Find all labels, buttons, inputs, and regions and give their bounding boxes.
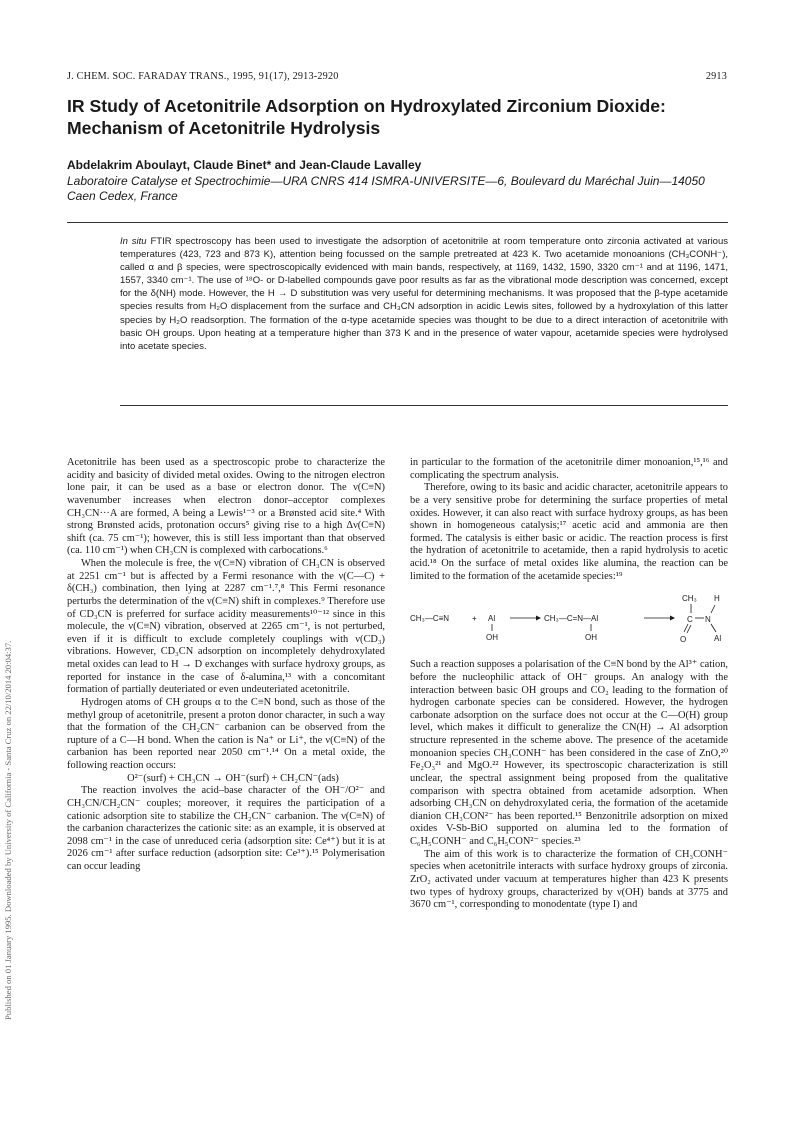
reaction-scheme: [410, 591, 728, 655]
body-column-left: [67, 457, 385, 874]
article-title: IR Study of Acetonitrile Adsorption on Hydroxylated Zirconium Dioxide: Mechanism of Acetonitrile Hydrolysis: [67, 96, 666, 138]
body-column-right: [410, 457, 728, 912]
scheme-al-2: Al: [714, 634, 722, 644]
reaction-equation: O²⁻(surf) + CH₃CN → OH⁻(surf) + CH₂CN⁻(ads): [127, 772, 339, 784]
paragraph: When the molecule is free, the ν(C≡N) vibration of CH₃CN is observed at 2251 cm⁻¹ but is affected by a Fermi resonance with the ν(C—C) + δ(CH₃) combination, then lying at 2287 cm⁻¹.⁷,⁸ This Fermi resonance perturbs the determination of the ν(C≡N) shift in complexes.⁹ Therefore use of CD₃CN is preferred for surface acidity measurements¹⁰⁻¹² since in this molecule, the ν(C≡N) vibration, observed at 2265 cm⁻¹, is not perturbed, even if it is difficult to exclude completely couplings with ν(CD₃) vibrations. However, CD₃CN adsorption on incompletely dehydroxylated metal oxides can lead to H → D exchanges with surface hydroxy groups, as reported for instance in the case of δ-alumina,¹³ with a concomitant formation of partially deuteriated or even undeuteriated acetonitrile.: [67, 558, 385, 696]
paragraph: Acetonitrile has been used as a spectroscopic probe to characterize the acidity and basicity of divided metal oxides. Owing to the nitrogen electron lone pair, it can be used as a base or electron donor. The ν(C≡N) wavenumber increases when electron donor–acceptor complexes CH₃CN···A are formed, A being a Lewis¹⁻³ or a Brønsted acid site.⁴ With strong Brønsted acids, protonation occurs⁵ giving rise to a high Δν(C≡N) shift (ca. 75 cm⁻¹); however, this is still less important than that observed (ca. 110 cm⁻¹) when CH₃CN is complexed with carbocations.⁶: [67, 457, 385, 557]
abstract: [120, 235, 728, 353]
scheme-bond: [687, 625, 691, 633]
paragraph: The aim of this work is to characterize the formation of CH₃CONH⁻ species when acetonitrile interacts with surface hydroxy groups of zirconia. ZrO₂ activated under vacuum at temperatures higher than 423 K presents two types of hydroxy groups, characterized by ν(OH) bands at 3775 and 3670 cm⁻¹, corresponding to monodentate (type I) and: [410, 848, 728, 911]
scheme-hydrogen: H: [714, 594, 720, 604]
journal-citation: J. CHEM. SOC. FARADAY TRANS., 1995, 91(17), 2913-2920: [67, 71, 339, 82]
paragraph: Hydrogen atoms of CH groups α to the C≡N bond, such as those of the methyl group of acetonitrile, present a proton donor character, in such a way that the formation of the CH₂CN⁻ carbanion can be observed from the rupture of a C—H bond. When the cation is Na⁺ or Li⁺, the ν(C≡N) of the carbanion has been reported near 2050 cm⁻¹.¹⁴ On a metal oxide, the following reaction occurs:: [67, 696, 385, 771]
scheme-arrowhead-2: [670, 616, 675, 621]
page-number: 2913: [705, 71, 727, 82]
download-notice: [3, 150, 17, 1020]
scheme-nitrogen: N: [705, 615, 711, 625]
scheme-bond: [684, 624, 688, 632]
author-list: Abdelakrim Aboulayt, Claude Binet* and Jean-Claude Lavalley: [67, 158, 422, 172]
reaction-scheme-drawing: [410, 591, 728, 655]
author-affiliation: Laboratoire Catalyse et Spectrochimie—URA CNRS 414 ISMRA-UNIVERSITE—6, Boulevard du Maréchal Juin—14050 Caen Cedex, France: [67, 174, 705, 203]
scheme-oh: OH: [486, 633, 498, 643]
scheme-intermediate: CH₃—C=N—Al: [544, 614, 599, 624]
download-notice-text: Published on 01 January 1995. Downloaded by University of California - Santa Cruz on 22/10/2014 20:04:37.: [3, 640, 13, 1020]
abstract-divider: [120, 405, 728, 406]
scheme-arrowhead-1: [536, 616, 541, 621]
scheme-bond: [711, 624, 716, 632]
scheme-plus: +: [472, 614, 477, 624]
paragraph: Therefore, owing to its basic and acidic character, acetonitrile appears to be a very sensitive probe for determining the surface properties of metal oxides. However, it can also react with surface hydroxy groups, as has been shown in homogeneous catalysis;¹⁷ acetic acid and ammonia are then formed. The catalysis is either basic or acidic. The reaction process is first the hydration of acetonitrile to acetamide, then a rapid hydrolysis to acetic acid.¹⁸ On the surface of metal oxides like alumina, the reaction can be limited to the formation of the acetamide species:¹⁹: [410, 482, 728, 582]
paragraph: The reaction involves the acid–base character of the OH⁻/O²⁻ and CH₃CN/CH₂CN⁻ couples; moreover, it requires the participation of a cationic adsorption site to stabilize the CH₂CN⁻ carbanion. The ν(C≡N) of the carbanion characterizes the cationic site: as an example, it is observed at 2098 cm⁻¹ in the case of unreduced ceria (adsorption site: Ce⁴⁺) but it is at 2026 cm⁻¹ after surface reduction (adsorption site: Ce³⁺).¹⁵ Polymerisation can occur leading: [67, 785, 385, 872]
header-divider: [67, 222, 728, 223]
scheme-al: Al: [488, 614, 496, 624]
abstract-text: FTIR spectroscopy has been used to investigate the adsorption of acetonitrile at room temperature onto zirconia activated at various temperatures (423, 723 and 873 K), attention being focussed on the sample pretreated at 423 K. Two acetamide monoanions (CH₃CONH⁻), called α and β species, were spectroscopically evidenced with main bands, respectively, at 1169, 1432, 1590, 3320 cm⁻¹ and at 1196, 1471, 1557, 3340 cm⁻¹. The use of ¹⁸O- or D-labelled compounds gave poor results as far as the vibrational mode description was concerned, except for the δ(NH) mode. However, the H → D substitution was very useful for determining mechanisms. It was proposed that the β-type acetamide species results from H₂O displacement from the surface and CH₃CN adsorption in acidic Lewis sites, followed by a hydroxylation of this latter species by H₂O readsorption. The formation of the α-type acetamide species was thought to be due to a direct interaction of acetonitrile with basic OH groups. Upon heating at a temperature higher than 373 K and in the presence of water vapour, acetamide species were hydrolysed into acetate species.: [120, 236, 728, 352]
running-head: [67, 71, 727, 82]
paragraph: in particular to the formation of the acetonitrile dimer monoanion,¹⁵,¹⁶ and complicating the spectrum analysis.: [410, 457, 728, 481]
scheme-reactant: CH₃—C≡N: [410, 614, 450, 624]
scheme-methyl: CH₃: [682, 594, 697, 604]
scheme-bond: [711, 605, 715, 613]
scheme-carbon: C: [687, 615, 693, 625]
abstract-lead: In situ: [120, 236, 147, 247]
scheme-oh-2: OH: [585, 633, 597, 643]
paragraph: Such a reaction supposes a polarisation of the C≡N bond by the Al³⁺ cation, before the nucleophilic attack of OH⁻ groups. An analogy with the interaction between basic OH groups and CO₂ leading to the formation of hydrogen carbonate species can be considered. However, the hydrogen carbonate adsorption on the surface does not occur at the C—O(H) group level, which makes it difficult to generalize the CN(H) → Al adsorption structure represented in the scheme above. The presence of the acetamide monoanion species CH₃CONH⁻ has been considered in the case of ZnO,²⁰ Fe₂O₃²¹ and MgO.²² However, its spectroscopic characterization is still unclear, the spectral assignment being proposed from the qualitative comparison with spectra obtained from acetamide adsorption. When adsorbing CH₃CN on dehydroxylated ceria, the formation of the acetamide dianion CH₃CON²⁻ has been reported.¹⁵ Benzonitrile adsorption on mixed oxides V-Sb-BiO supported on alumina led to the formation of C₆H₅CONH⁻ and C₆H₅CON²⁻ species.²³: [410, 659, 728, 847]
scheme-oxygen: O: [680, 635, 687, 645]
